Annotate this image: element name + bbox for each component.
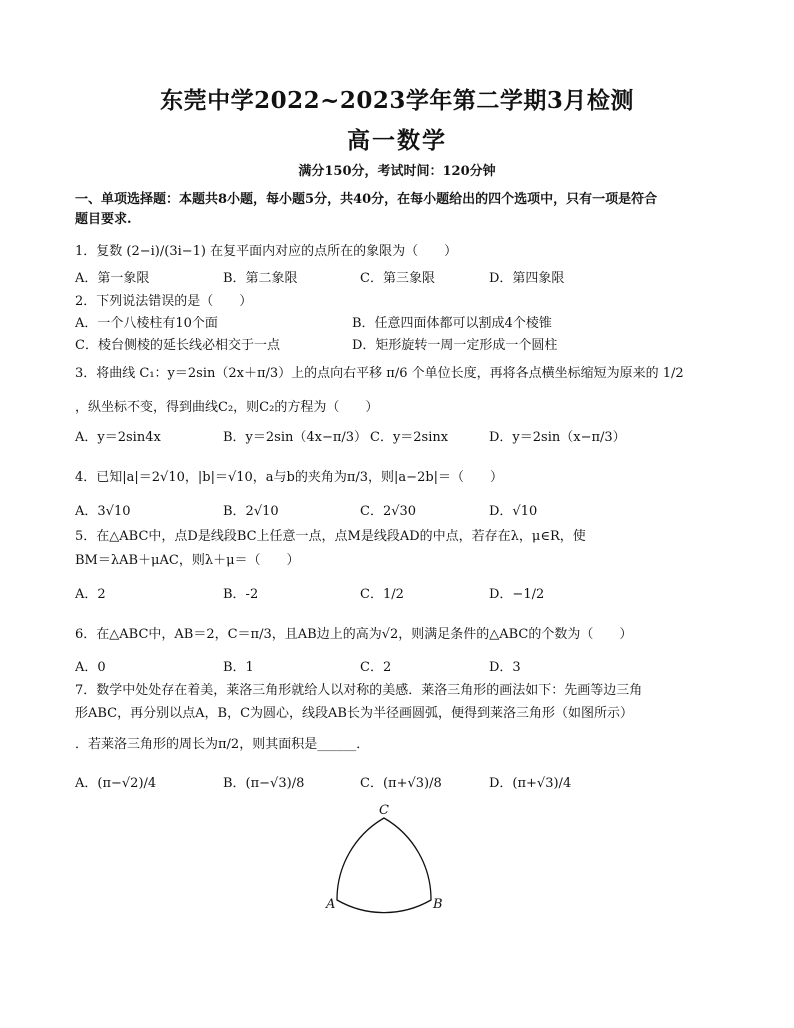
q5-option-b: B．-2: [223, 587, 259, 602]
q3-option-b: B．y＝2sin（4x−π/3）: [223, 430, 368, 445]
q7-stem-cont: 形ABC，再分别以点A，B，C为圆心，线段AB长为半径画圆弧，便得到莱洛三角形（如图所示）: [75, 706, 633, 721]
q2-option-d: D．矩形旋转一周一定形成一个圆柱: [352, 338, 558, 353]
q7-stem: 7．数学中处处存在着美，莱洛三角形就给人以对称的美感．莱洛三角形的画法如下：先画等边三角: [75, 683, 643, 698]
q3-stem: 3．将曲线 C₁：y＝2sin（2x＋π/3）上的点向右平移 π/6 个单位长度，再将各点横坐标缩短为原来的 1/2: [75, 366, 684, 381]
q6-option-d: D．3: [489, 660, 521, 675]
q2-option-a: A．一个八棱柱有10个面: [75, 316, 218, 331]
q3-option-d: D．y＝2sin（x−π/3）: [489, 430, 626, 445]
q7-option-c: C．(π+√3)/8: [360, 776, 442, 791]
q5-option-a: A．2: [75, 587, 106, 602]
section1-heading: 一、单项选择题：本题共8小题，每小题5分，共40分，在每小题给出的四个选项中，只有一项是符合: [75, 192, 658, 207]
q5-option-c: C．1/2: [360, 587, 404, 602]
exam-title: 东莞中学2022~2023学年第二学期3月检测: [160, 87, 634, 114]
q3-option-c: C．y＝2sinx: [370, 430, 449, 445]
q7-option-a: A．(π−√2)/4: [75, 776, 157, 791]
q6-option-a: A．0: [75, 660, 106, 675]
q7-option-d: D．(π+√3)/4: [489, 776, 572, 791]
q5-stem: 5．在△ABC中，点D是线段BC上任意一点，点M是线段AD的中点，若存在λ，μ∈R，使: [75, 529, 586, 544]
exam-subject: 高一数学: [347, 127, 447, 154]
q3-stem-cont: ，纵坐标不变，得到曲线C₂，则C₂的方程为（ ）: [75, 400, 379, 415]
figure-label-b: B: [433, 897, 443, 912]
q1-stem: 1．复数 (2−i)/(3i−1) 在复平面内对应的点所在的象限为（ ）: [75, 244, 458, 259]
q1-option-d: D．第四象限: [489, 271, 565, 286]
section1-heading-cont: 题目要求.: [75, 212, 132, 227]
q3-option-a: A．y＝2sin4x: [75, 430, 161, 445]
exam-info: 满分150分，考试时间：120分钟: [298, 164, 496, 179]
q1-option-a: A．第一象限: [75, 271, 150, 286]
figure-label-a: A: [326, 897, 336, 912]
q7-option-b: B．(π−√3)/8: [223, 776, 305, 791]
q7-stem-cont2: ．若莱洛三角形的周长为π/2，则其面积是______．: [75, 737, 370, 752]
q2-option-c: C．棱台侧棱的延长线必相交于一点: [75, 338, 280, 353]
q4-option-d: D．√10: [489, 504, 538, 519]
q4-option-a: A．3√10: [75, 504, 131, 519]
q5-option-d: D．−1/2: [489, 587, 545, 602]
q6-option-b: B．1: [223, 660, 254, 675]
q6-stem: 6．在△ABC中，AB＝2，C＝π/3，且AB边上的高为√2，则满足条件的△ABC的个数为（ ）: [75, 627, 633, 642]
reuleaux-triangle-figure: [322, 800, 452, 915]
q2-option-b: B．任意四面体都可以割成4个棱锥: [352, 316, 552, 331]
q1-option-c: C．第三象限: [360, 271, 435, 286]
q2-stem: 2．下列说法错误的是（ ）: [75, 294, 253, 309]
q4-option-b: B．2√10: [223, 504, 279, 519]
q1-option-b: B．第二象限: [223, 271, 298, 286]
q6-option-c: C．2: [360, 660, 392, 675]
q4-stem: 4．已知|a|＝2√10，|b|＝√10，a与b的夹角为π/3，则|a−2b|＝（ ）: [75, 470, 504, 485]
figure-label-c: C: [379, 803, 389, 818]
q5-stem-cont: BM＝λAB＋μAC，则λ＋μ＝（ ）: [75, 553, 300, 568]
q4-option-c: C．2√30: [360, 504, 417, 519]
reuleaux-triangle-outline: [337, 818, 431, 913]
